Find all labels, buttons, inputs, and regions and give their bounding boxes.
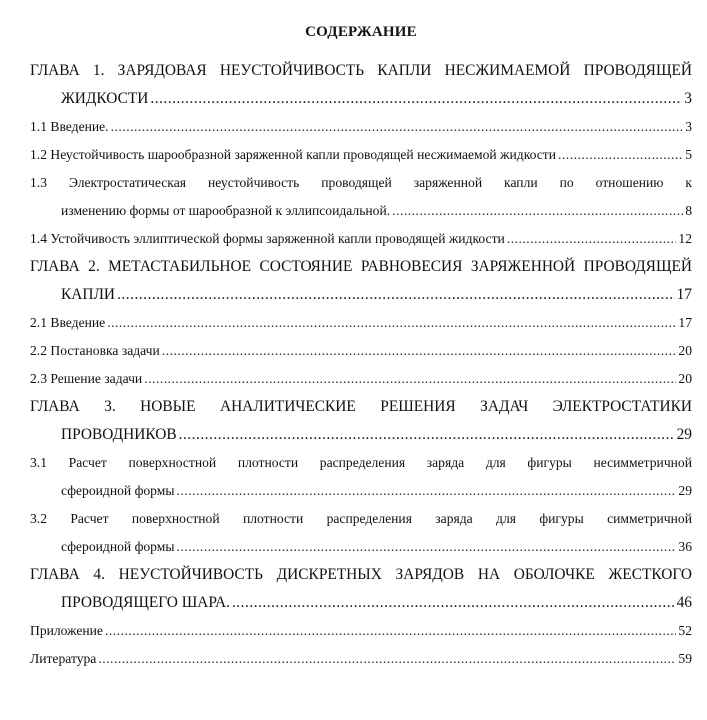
toc-page-number: 46 [676, 594, 692, 611]
toc-leader-dots [177, 533, 677, 561]
toc-entry-line: сфероидной формы [61, 539, 175, 554]
toc-section-2-2[interactable] [30, 337, 692, 365]
toc-section-1-2[interactable] [30, 141, 692, 169]
toc-entry-text: 2.3 Решение задачи [30, 371, 143, 386]
toc-leader-dots [98, 645, 676, 673]
toc-page-number: 3 [685, 119, 692, 134]
toc-entry-line: ГЛАВА 4. НЕУСТОЙЧИВОСТЬ ДИСКРЕТНЫХ ЗАРЯДОВ НА ОБОЛОЧКЕ ЖЕСТКОГО [30, 566, 692, 583]
toc-section-3-2[interactable] [30, 505, 692, 561]
toc-entry-line: 1.3 Электростатическая неустойчивость проводящей заряженной капли по отношению к [30, 175, 692, 190]
toc-page-number: 12 [678, 231, 692, 246]
toc-entry-line: ПРОВОДЯЩЕГО ШАРА. [61, 594, 230, 611]
toc-page-number: 5 [685, 147, 692, 162]
toc-leader-dots [392, 197, 683, 225]
toc-page-number: 3 [684, 90, 692, 107]
toc-entry-line: КАПЛИ [61, 286, 116, 303]
toc-title: СОДЕРЖАНИЕ [305, 24, 417, 40]
toc-entry-line: ПРОВОДНИКОВ [61, 426, 177, 443]
toc-leader-dots [150, 85, 682, 113]
toc-leader-dots [179, 421, 675, 449]
toc-entry-line: ГЛАВА 3. НОВЫЕ АНАЛИТИЧЕСКИЕ РЕШЕНИЯ ЗАДАЧ ЭЛЕКТРОСТАТИКИ [30, 398, 692, 415]
toc-page-number: 17 [678, 315, 692, 330]
toc-entry-text: 2.2 Постановка задачи [30, 343, 160, 358]
toc-leader-dots [117, 281, 675, 309]
toc-entry-line: изменению формы от шарообразной к эллипсоидальной. [61, 203, 391, 218]
toc-leader-dots [105, 617, 676, 645]
toc-section-2-1[interactable] [30, 309, 692, 337]
toc-chapter-1[interactable] [30, 57, 692, 113]
toc-leader-dots [107, 309, 676, 337]
toc-entry-text: 1.4 Устойчивость эллиптической формы заряженной капли проводящей жидкости [30, 231, 505, 246]
toc-page-number: 8 [685, 203, 692, 218]
toc-leader-dots [111, 113, 684, 141]
toc-leader-dots [162, 337, 677, 365]
toc-entry-text: 2.1 Введение [30, 315, 106, 330]
toc-page-number: 17 [676, 286, 692, 303]
toc-entry-line: ГЛАВА 2. МЕТАСТАБИЛЬНОЕ СОСТОЯНИЕ РАВНОВЕСИЯ ЗАРЯЖЕННОЙ ПРОВОДЯЩЕЙ [30, 258, 692, 275]
toc-section-2-3[interactable] [30, 365, 692, 393]
toc-entry-text: 1.1 Введение. [30, 119, 109, 134]
toc-section-1-4[interactable] [30, 225, 692, 253]
toc-chapter-2[interactable] [30, 253, 692, 309]
toc-leader-dots [232, 589, 675, 617]
toc-entry-text: Литература [30, 651, 97, 666]
toc-literature[interactable] [30, 645, 692, 673]
toc-chapter-4[interactable] [30, 561, 692, 617]
toc-page-number: 20 [678, 343, 692, 358]
toc-leader-dots [177, 477, 677, 505]
toc-entry-line: сфероидной формы [61, 483, 175, 498]
toc-entry-text: 1.2 Неустойчивость шарообразной заряженной капли проводящей несжимаемой жидкости [30, 147, 556, 162]
toc-section-1-3[interactable] [30, 169, 692, 225]
toc-entry-line: 3.1 Расчет поверхностной плотности распределения заряда для фигуры несимметричной [30, 455, 692, 470]
toc-appendix[interactable] [30, 617, 692, 645]
toc-page-number: 52 [678, 623, 692, 638]
toc-page-number: 59 [678, 651, 692, 666]
toc-entry-line: ЖИДКОСТИ [61, 90, 149, 107]
toc-entry-line: 3.2 Расчет поверхностной плотности распределения заряда для фигуры симметричной [30, 511, 692, 526]
toc-leader-dots [558, 141, 683, 169]
toc-chapter-3[interactable] [30, 393, 692, 449]
toc-page-number: 36 [678, 539, 692, 554]
toc-leader-dots [144, 365, 676, 393]
toc-page-number: 29 [678, 483, 692, 498]
toc-entry-text: Приложение [30, 623, 103, 638]
toc-section-3-1[interactable] [30, 449, 692, 505]
toc-entry-line: ГЛАВА 1. ЗАРЯДОВАЯ НЕУСТОЙЧИВОСТЬ КАПЛИ НЕСЖИМАЕМОЙ ПРОВОДЯЩЕЙ [30, 62, 692, 79]
toc-page-number: 29 [676, 426, 692, 443]
toc-section-1-1[interactable] [30, 113, 692, 141]
toc-page-number: 20 [678, 371, 692, 386]
toc-leader-dots [507, 225, 677, 253]
